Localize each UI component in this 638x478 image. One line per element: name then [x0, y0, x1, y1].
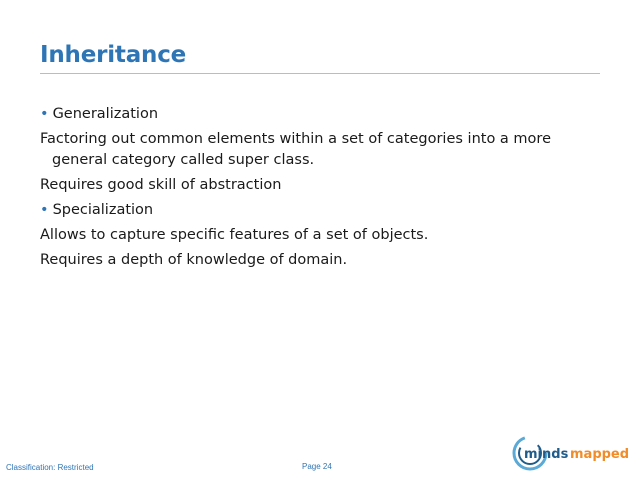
mindsmapped-logo — [510, 430, 634, 476]
page-number: Page 24 — [302, 462, 332, 471]
title-divider — [40, 73, 600, 74]
slide-title: Inheritance — [40, 42, 187, 68]
paragraph-text: Requires good skill of abstraction — [40, 177, 282, 193]
paragraph-continuation: general category called super class. — [52, 152, 315, 168]
paragraph — [40, 225, 600, 246]
bullet-text: Generalization — [52, 106, 159, 122]
bullet-item — [40, 200, 600, 221]
bullet-text: Specialization — [52, 202, 154, 218]
paragraph — [40, 129, 600, 171]
paragraph — [40, 250, 600, 271]
paragraph-text: Requires a depth of knowledge of domain. — [40, 252, 348, 268]
slide-body — [40, 104, 600, 275]
bullet-icon: • — [40, 106, 49, 122]
logo-text-mapped: mapped — [570, 447, 630, 462]
paragraph-text: Allows to capture specific features of a set of objects. — [40, 227, 429, 243]
bullet-icon: • — [40, 202, 49, 218]
paragraph — [40, 175, 600, 196]
bullet-item — [40, 104, 600, 125]
logo-text-minds: minds — [524, 447, 569, 462]
paragraph-text: Factoring out common elements within a set of categories into a more — [40, 131, 551, 147]
classification-label: Classification: Restricted — [6, 463, 94, 472]
